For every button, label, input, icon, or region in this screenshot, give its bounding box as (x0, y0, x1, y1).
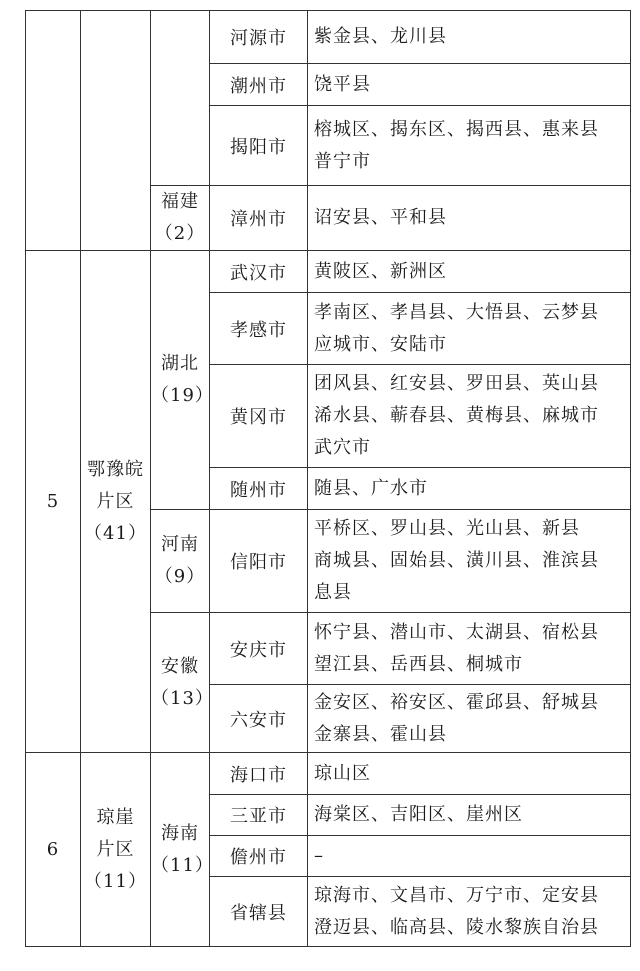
county-line: 随县、广水市 (314, 477, 428, 499)
zone-line: 鄂豫皖 (87, 458, 144, 480)
county-line: 望江县、岳西县、桐城市 (314, 653, 523, 675)
county-cell (308, 877, 631, 947)
city-cell: 信阳市 (210, 510, 308, 613)
county-line: 商城县、固始县、潢川县、淮滨县 (314, 550, 599, 571)
county-cell (308, 186, 631, 251)
county-line: 武穴市 (314, 437, 371, 458)
zone-line: （11） (84, 870, 147, 892)
city-cell: 黄冈市 (210, 365, 308, 468)
county-cell (308, 613, 631, 685)
province-cell (151, 613, 214, 753)
county-cell (308, 795, 631, 836)
city-cell: 安庆市 (210, 613, 308, 685)
county-line: 琼海市、文昌市、万宁市、定安县 (314, 884, 599, 906)
county-line: 海棠区、吉阳区、崖州区 (314, 804, 523, 825)
city-cell: 六安市 (210, 685, 308, 753)
county-line: 金安区、裕安区、霍邱县、舒城县 (314, 691, 599, 713)
county-line: 怀宁县、潜山市、太湖县、宿松县 (314, 621, 599, 643)
county-line: 浠水县、蕲春县、黄梅县、麻城市 (314, 405, 599, 426)
province-line: （11） (151, 854, 214, 876)
city-cell: 儋州市 (210, 836, 308, 877)
county-cell (308, 293, 631, 365)
zone-line: 片区 (96, 490, 135, 512)
province-line: 安徽 (161, 655, 199, 677)
city-cell: 随州市 (210, 468, 308, 510)
county-line: 普宁市 (314, 150, 371, 172)
county-cell (308, 251, 631, 293)
county-line: 诏安县、平和县 (314, 207, 447, 228)
zone-cell (81, 753, 151, 947)
county-line: 应城市、安陆市 (314, 333, 447, 355)
province-line: 河南 (161, 534, 199, 555)
county-line: – (314, 845, 324, 866)
county-line: 团风县、红安县、罗田县、英山县 (314, 373, 599, 394)
zone-cell (81, 251, 151, 753)
province-line: 海南 (161, 822, 199, 844)
province-line: 福建 (161, 191, 199, 212)
county-cell (308, 106, 631, 186)
county-line: 澄迈县、临高县、陵水黎族自治县 (314, 916, 599, 938)
county-line: 饶平县 (314, 73, 371, 95)
county-line: 息县 (314, 582, 352, 603)
city-cell: 海口市 (210, 753, 308, 795)
county-cell (308, 64, 631, 106)
table-row (26, 753, 631, 795)
region-table (25, 10, 631, 947)
zone-line: （41） (84, 522, 147, 544)
province-line: （9） (154, 566, 206, 587)
county-line: 平桥区、罗山县、光山县、新县 (314, 518, 580, 539)
province-cell (151, 251, 214, 510)
county-cell (308, 685, 631, 753)
county-cell (308, 753, 631, 795)
county-cell (308, 468, 631, 510)
city-cell: 武汉市 (210, 251, 308, 293)
province-line: 湖北 (161, 353, 199, 374)
zone-line: 片区 (96, 838, 135, 860)
county-cell (308, 365, 631, 468)
province-line: （2） (154, 223, 206, 244)
county-line: 孝南区、孝昌县、大悟县、云梦县 (314, 301, 599, 323)
group-number-cell: 6 (26, 753, 81, 947)
county-line: 黄陂区、新洲区 (314, 260, 447, 282)
city-cell: 潮州市 (210, 64, 308, 106)
group-number-cell (26, 11, 81, 251)
county-cell (308, 836, 631, 877)
province-cell (151, 11, 210, 186)
province-line: （13） (151, 687, 214, 709)
city-cell: 揭阳市 (210, 106, 308, 186)
province-line: （19） (151, 385, 214, 406)
province-cell (151, 510, 210, 613)
city-cell: 省辖县 (210, 877, 308, 947)
county-line: 紫金县、龙川县 (314, 26, 447, 47)
table-body (26, 11, 631, 947)
county-line: 榕城区、揭东区、揭西县、惠来县 (314, 118, 599, 140)
city-cell: 三亚市 (210, 795, 308, 836)
zone-cell (81, 11, 151, 251)
county-line: 金寨县、霍山县 (314, 723, 447, 745)
city-cell: 河源市 (210, 11, 308, 64)
province-cell (151, 186, 210, 251)
province-cell (151, 753, 214, 947)
group-number-cell: 5 (26, 251, 81, 753)
county-cell (308, 510, 631, 613)
zone-line: 琼崖 (96, 806, 135, 828)
table-row (26, 11, 631, 64)
city-cell: 孝感市 (210, 293, 308, 365)
county-cell (308, 11, 631, 64)
city-cell: 漳州市 (210, 186, 308, 251)
county-line: 琼山区 (314, 762, 371, 784)
table-row (26, 251, 631, 293)
